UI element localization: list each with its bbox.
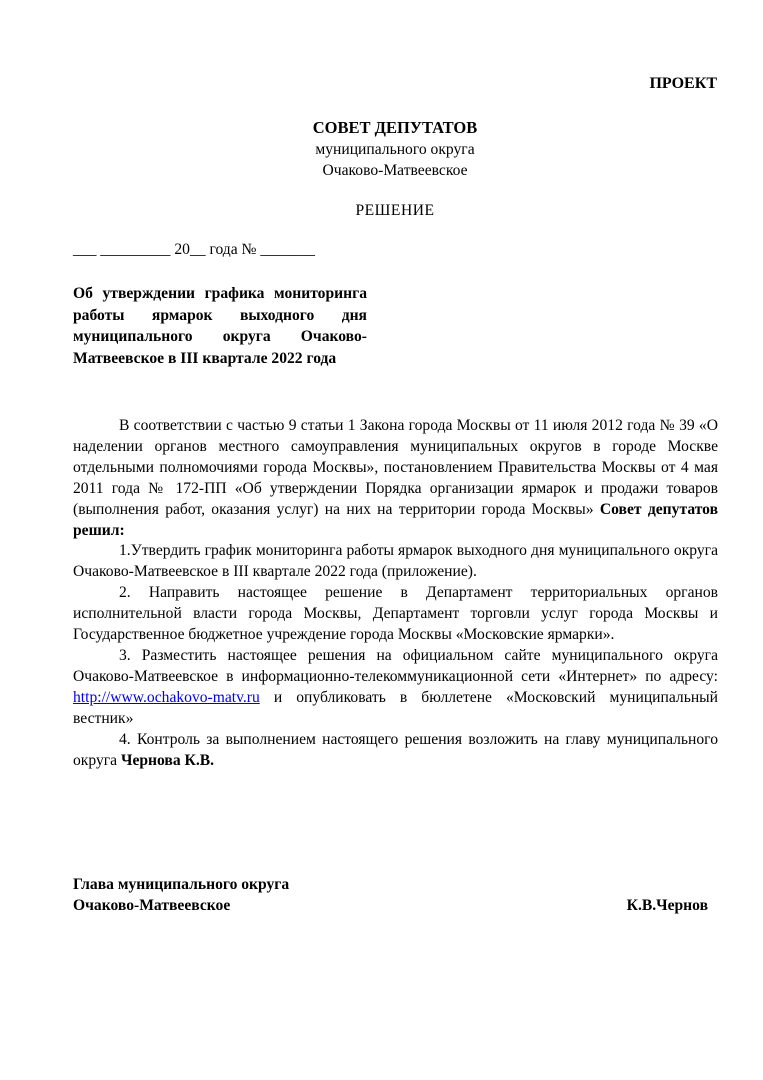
preamble-text: В соответствии с частью 9 статьи 1 Закона города Москвы от 11 июля 2012 года № 39 «О наделении органов местного самоуправления муниципальных округов в городе Москве отдельными полномочиями города Москвы», постановлением Правительства Москвы от 4 мая 2011 года № 172-ПП «Об утверждении Порядка организации ярмарок и продажи товаров (выполнения работ, оказания услуг) на них на территории города Москвы» [73, 417, 718, 518]
website-link[interactable]: http://www.ochakovo-matv.ru [73, 688, 260, 706]
item-4-name: Чернова К.В. [121, 751, 215, 769]
council-title: СОВЕТ ДЕПУТАТОВ [312, 118, 478, 137]
signature-block [73, 874, 718, 916]
preamble-resolved: Совет депутатов решил: [73, 500, 718, 539]
decision-subject: Об утверждении графика мониторинга работы ярмарок выходного дня муниципального округа Очаково-Матвеевское в III квартале 2022 года [73, 285, 367, 367]
project-stamp: ПРОЕКТ [649, 75, 717, 92]
signature-position-line-1: Глава муниципального округа [73, 876, 290, 893]
item-1: 1.Утвердить график мониторинга работы ярмарок выходного дня муниципального округа Очаково-Матвеевское в III квартале 2022 года (приложение). [73, 542, 718, 581]
document-header [0, 117, 763, 181]
district-line-2: Очаково-Матвеевское [322, 162, 468, 179]
signature-name: К.В.Чернов [626, 897, 708, 914]
date-number-line: ___ _________ 20__ года № _______ [73, 241, 315, 258]
item-4-text: 4. Контроль за выполнением настоящего решения возложить на главу муниципального округа [73, 730, 718, 769]
item-3-text: 3. Разместить настоящее решения на официальном сайте муниципального округа Очаково-Матвеевское в информационно-телекоммуникационной сети «Интернет» по адресу: [73, 646, 718, 685]
decision-body [73, 416, 718, 771]
item-3 [73, 646, 718, 730]
item-3-tail: и опубликовать в бюллетене «Московский муниципальный вестник» [73, 688, 718, 727]
preamble-paragraph [73, 416, 718, 541]
decision-title: РЕШЕНИЕ [355, 202, 435, 219]
district-line-1: муниципального округа [315, 141, 475, 158]
signature-position-line-2: Очаково-Матвеевское [73, 897, 231, 914]
item-4 [73, 730, 718, 772]
item-2: 2. Направить настоящее решение в Департамент территориальных органов исполнительной власти города Москвы, Департамент торговли услуг города Москвы и Государственное бюджетное учреждение города Москвы «Московские ярмарки». [73, 584, 718, 644]
